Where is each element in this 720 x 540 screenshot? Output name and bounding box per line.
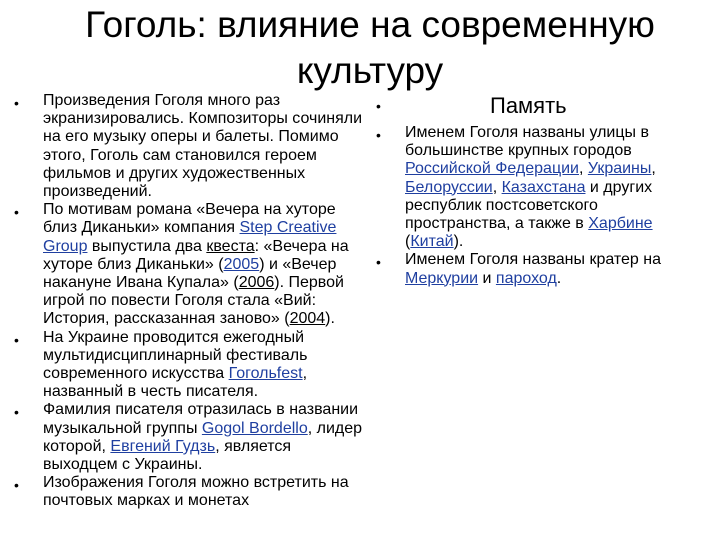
link-evgeny-gudz[interactable]: Евгений Гудзь: [110, 437, 216, 455]
item-text: На Украине проводится ежегодный мультидисциплинарный фестиваль современного искусства: [43, 328, 308, 383]
bullet-icon: •: [14, 404, 19, 421]
link-harbin[interactable]: Харбине: [588, 215, 653, 233]
link-2004[interactable]: 2004: [289, 310, 326, 328]
section-heading-memory: Память: [490, 93, 567, 118]
link-belarus[interactable]: Белоруссии: [405, 178, 493, 196]
item-text: По мотивам романа «Вечера на хуторе близ Диканьки» компания: [43, 201, 336, 237]
list-item: [14, 401, 365, 474]
link-mercury[interactable]: Меркурии: [405, 269, 479, 287]
link-kazakhstan[interactable]: Казахстана: [501, 178, 586, 196]
item-text: Произведения Гоголя много раз экранизировались. Композиторы сочиняли на его музыку оперы и балеты. Помимо этого, Гоголь сам становился героем фильмов и других художественных произведений.: [43, 92, 363, 201]
item-text: и: [478, 269, 496, 287]
item-text: Изображения Гоголя можно встретить на почтовых марках и монетах: [43, 474, 349, 510]
item-text: Именем Гоголя названы кратер на: [405, 251, 662, 269]
link-step-creative-group[interactable]: Step Creative Group: [43, 219, 337, 255]
right-bullet-list: [376, 124, 700, 288]
slide-title: Гоголь: влияние на современную культуру: [85, 4, 655, 91]
item-text: (: [405, 233, 411, 251]
list-item: [376, 124, 700, 251]
item-text: Фамилия писателя отразилась в названии музыкальной группы: [43, 401, 359, 437]
item-text: и других республик постсоветского пространства, а также в: [405, 178, 653, 233]
list-item: [14, 92, 365, 201]
item-text: Именем Гоголя названы улицы в большинстве крупных городов: [405, 124, 649, 160]
item-text: , лидер которой,: [43, 419, 363, 455]
item-text: , названный в честь писателя.: [43, 365, 308, 401]
bullet-icon: •: [376, 254, 381, 271]
list-item: [14, 474, 365, 510]
bullet-icon: •: [14, 477, 19, 494]
item-text: ). Первой игрой по повести Гоголя стала «Вий: История, рассказанная заново» (: [43, 274, 344, 328]
link-russian-federation[interactable]: Российской Федерации: [405, 160, 579, 178]
link-ukraine[interactable]: Украины: [587, 160, 652, 178]
item-text: ).: [453, 233, 464, 251]
item-text: , является выходцем с Украины.: [43, 437, 292, 474]
item-text: : «Вечера на хуторе близ Диканьки» (: [43, 237, 349, 273]
bullet-icon: •: [376, 98, 381, 114]
link-gogol-bordello[interactable]: Gogol Bordello: [201, 419, 308, 437]
link-2005[interactable]: 2005: [223, 255, 260, 273]
left-bullet-list: [14, 92, 365, 511]
link-gogolfest[interactable]: Гогольfest: [228, 365, 303, 383]
bullet-icon: •: [376, 127, 381, 143]
bullet-icon: •: [14, 95, 19, 111]
list-item: [14, 328, 365, 402]
list-item: [14, 201, 365, 328]
item-text: выпустила два: [87, 237, 207, 255]
link-china[interactable]: Китай: [410, 233, 454, 251]
bullet-icon: •: [14, 331, 19, 348]
link-2006[interactable]: 2006: [238, 274, 275, 292]
item-text: ) и «Вечер накануне Ивана Купала» (: [43, 255, 337, 292]
bullet-icon: •: [14, 204, 19, 221]
list-item: [376, 251, 700, 287]
item-text: ).: [325, 310, 335, 328]
link-quest[interactable]: квеста: [206, 237, 255, 255]
item-text: ,: [651, 160, 656, 178]
item-text: .: [556, 269, 562, 287]
link-steamboat[interactable]: пароход: [495, 269, 557, 287]
item-text: ,: [578, 160, 588, 178]
item-text: ,: [492, 178, 502, 196]
